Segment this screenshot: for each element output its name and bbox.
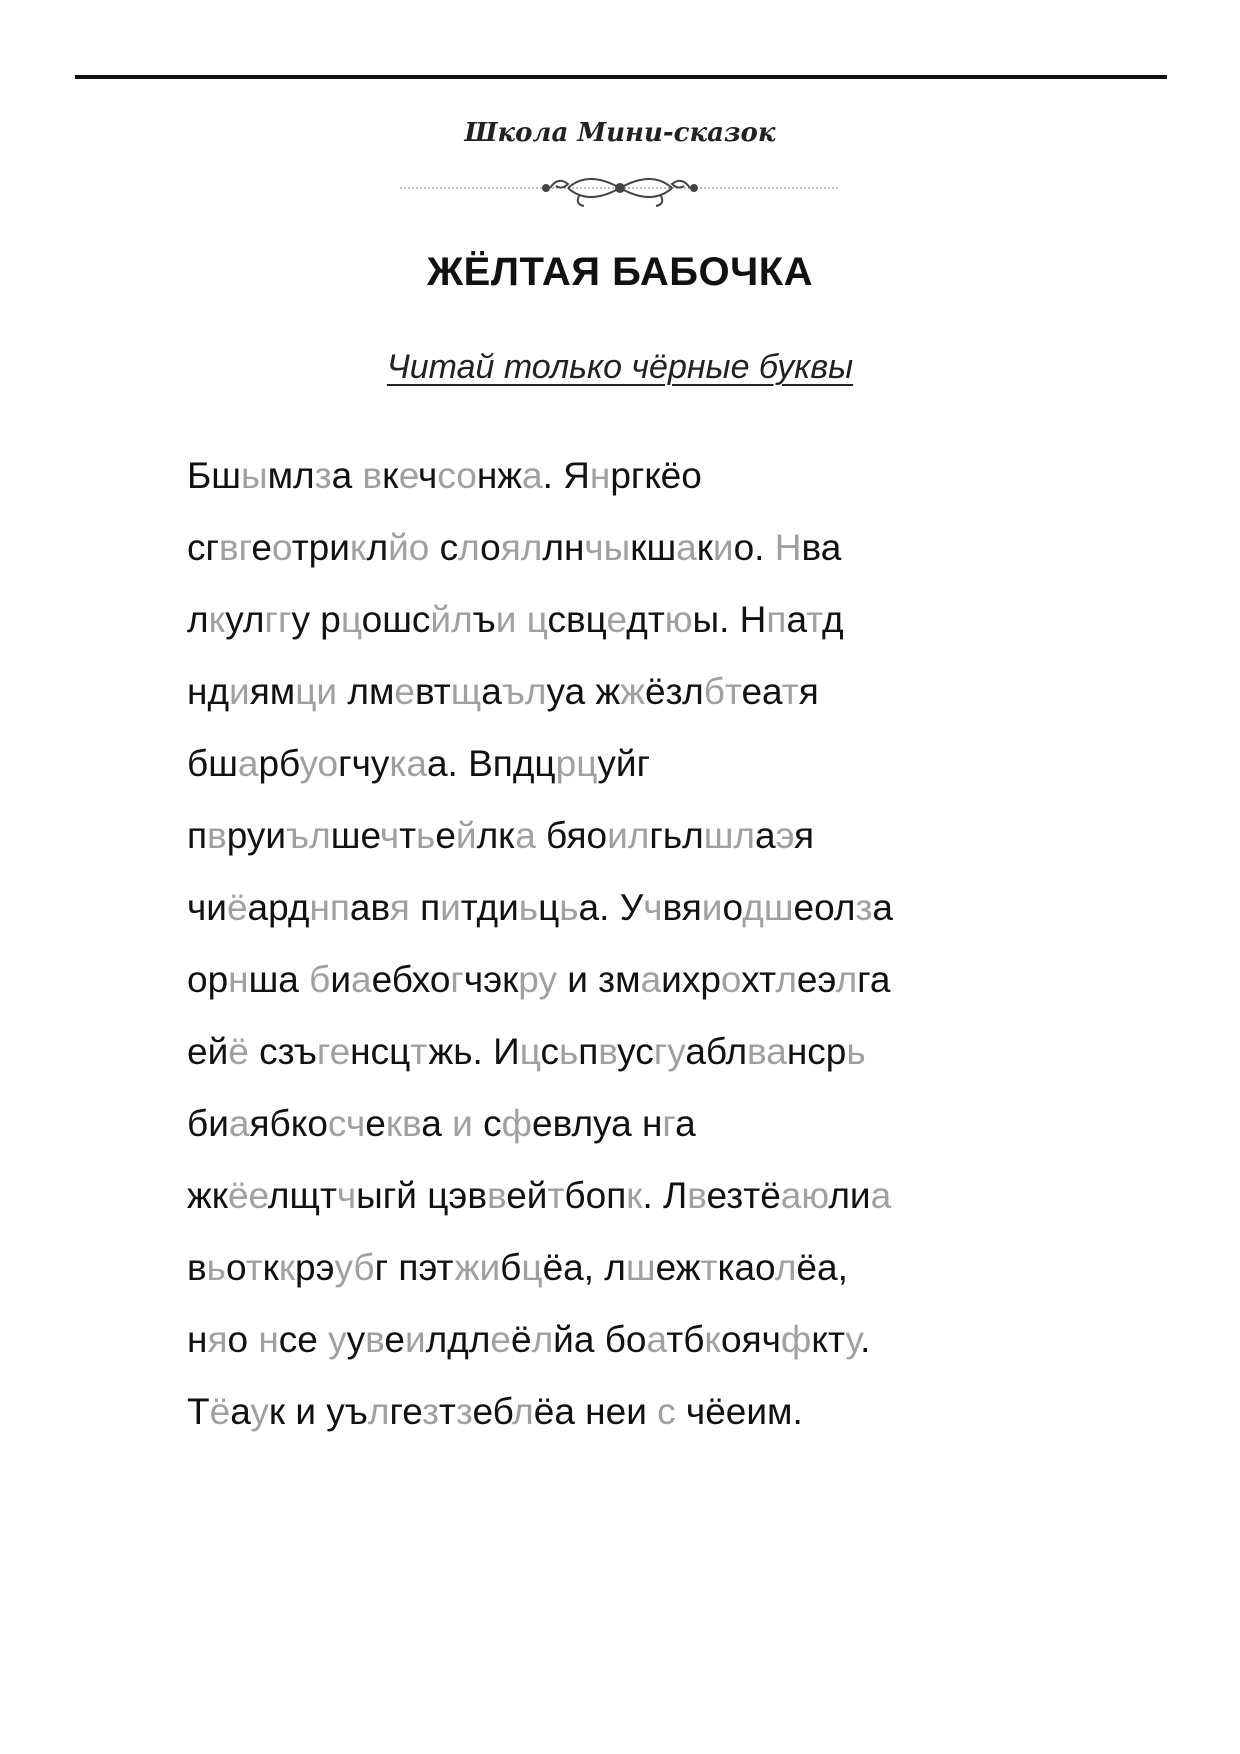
story-line: чиёарднпавя питдиьцьа. Учвяиодшеолза <box>187 887 893 928</box>
story-line: пвруиълшечтьейлка бяоилгьлшлаэя <box>187 815 815 856</box>
story-line: Тёаук и уългезтзеблёа неи с чёеим. <box>187 1391 803 1432</box>
ornamental-divider-icon <box>400 166 840 216</box>
story-line: бшарбуогчукаа. Впдцрцуйг <box>187 743 651 784</box>
story-line: сгвгеотриклйо слояллнчыкшакио. Нва <box>187 527 842 568</box>
instruction-text: Читай только чёрные буквы <box>386 348 854 386</box>
story-line: орнша биаебхогчэкру и змаихрохтлеэлга <box>187 959 891 1000</box>
story-title: ЖЁЛТАЯ БАБОЧКА <box>426 250 814 294</box>
story-line: жкёелщтчыгй цэввейтбопк. Лвезтёаюлиа <box>187 1175 892 1216</box>
story-line: вьотккрэубг пэтжибцёа, лшежткаолёа, <box>187 1247 848 1288</box>
school-header: Школа Мини-сказок <box>464 118 776 148</box>
story-text <box>187 440 1087 1448</box>
reading-instruction <box>0 348 1240 387</box>
story-line: няо нсе уувеилдлеёлйа боатбкоячфкту. <box>187 1319 871 1360</box>
story-line: биаябкосчеква и сфевлуа нга <box>187 1103 696 1144</box>
story-line: ндиямци лмевтщаълуа жжёзлбтеатя <box>187 671 819 712</box>
top-rule <box>75 75 1167 79</box>
story-line: лкулггу рцошсйлъи цсвцедтюы. Нпатд <box>187 599 844 640</box>
story-line: Бшымлза вкечсонжа. Янргкёо <box>187 455 702 496</box>
story-line: ейё сзъгенсцтжь. Ицсьпвусгуаблвансрь <box>187 1031 866 1072</box>
